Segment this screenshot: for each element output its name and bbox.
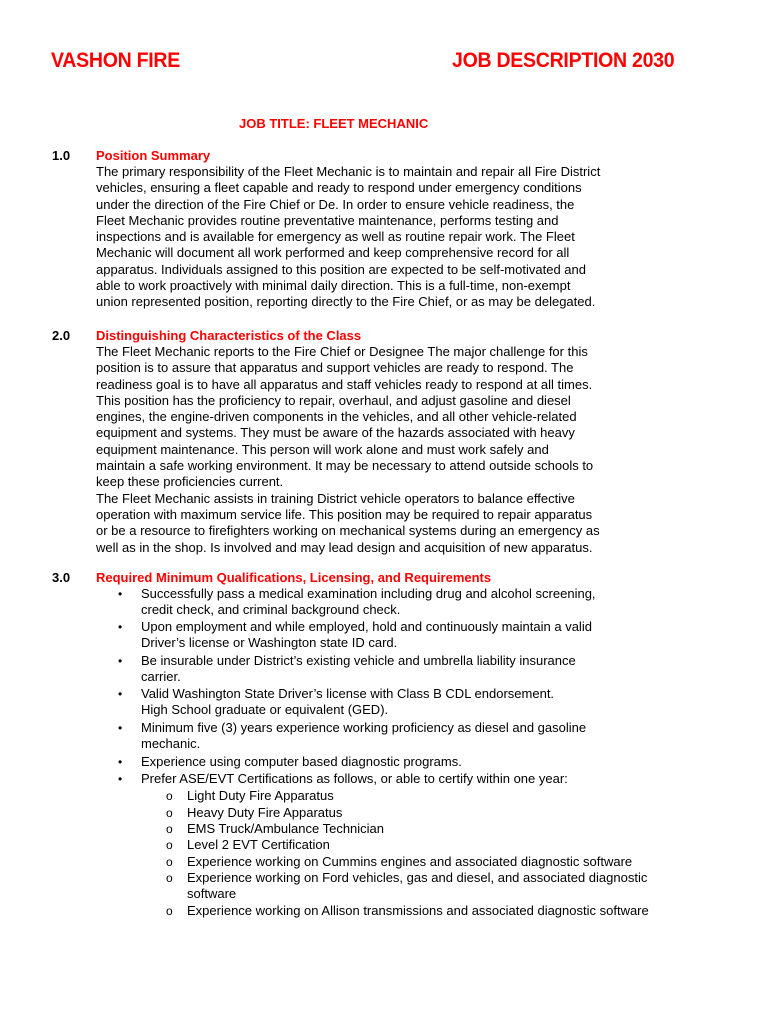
- circle-bullet-icon: o: [166, 838, 173, 852]
- list-item: Upon employment and while employed, hold and continuously maintain a valid Driver’s license or Washington state ID card.: [141, 619, 592, 651]
- bullet-icon: •: [118, 587, 123, 601]
- header-org: VASHON FIRE: [51, 49, 180, 72]
- bullet-icon: •: [118, 772, 123, 786]
- header-doc-title: JOB DESCRIPTION 2030: [452, 49, 675, 72]
- section-number: 3.0: [52, 570, 71, 585]
- list-item: Light Duty Fire Apparatus: [187, 788, 334, 803]
- circle-bullet-icon: o: [166, 904, 173, 918]
- circle-bullet-icon: o: [166, 855, 173, 869]
- list-item: Heavy Duty Fire Apparatus: [187, 805, 343, 820]
- section-body: The primary responsibility of the Fleet Mechanic is to maintain and repair all Fire District vehicles, ensuring a fleet capable and ready to respond under emergency conditions under the direction of the Fire Chief or De. In order to ensure vehicle readiness, the Fleet Mechanic provides routine preventative maintenance, performs testing and inspections and is available for emergency as well as routine repair work. The Fleet Mechanic will document all work performed and keep comprehensive record for all apparatus. Individuals assigned to this position are expected to be self-motivated and able to work proactively with minimal daily direction. This is a full-time, non-exempt union represented position, reporting directly to the Fire Chief, or as may be delegated.: [96, 164, 601, 310]
- circle-bullet-icon: o: [166, 822, 173, 836]
- list-item: Successfully pass a medical examination including drug and alcohol screening, credit check, and criminal background check.: [141, 586, 596, 618]
- section-number: 1.0: [52, 148, 71, 163]
- list-item: Prefer ASE/EVT Certifications as follows, or able to certify within one year:: [141, 771, 568, 786]
- list-item: Valid Washington State Driver’s license with Class B CDL endorsement. High School graduate or equivalent (GED).: [141, 686, 555, 718]
- bullet-icon: •: [118, 620, 123, 634]
- circle-bullet-icon: o: [166, 789, 173, 803]
- list-item: Experience working on Allison transmissions and associated diagnostic software: [187, 903, 649, 918]
- list-item: Experience using computer based diagnostic programs.: [141, 754, 462, 769]
- section-number: 2.0: [52, 328, 71, 343]
- list-item: Experience working on Ford vehicles, gas and diesel, and associated diagnostic software: [187, 870, 648, 902]
- list-item: Experience working on Cummins engines and associated diagnostic software: [187, 854, 633, 869]
- bullet-icon: •: [118, 687, 123, 701]
- section-title: Position Summary: [96, 148, 211, 163]
- job-title: JOB TITLE: FLEET MECHANIC: [239, 116, 429, 131]
- circle-bullet-icon: o: [166, 871, 173, 885]
- bullet-icon: •: [118, 755, 123, 769]
- list-item: Minimum five (3) years experience working proficiency as diesel and gasoline mechanic.: [141, 720, 587, 752]
- section-title: Required Minimum Qualifications, Licensing, and Requirements: [96, 570, 492, 585]
- bullet-icon: •: [118, 654, 123, 668]
- section-body: The Fleet Mechanic reports to the Fire Chief or Designee The major challenge for this position is to assure that apparatus and support vehicles are ready to respond. The readiness goal is to have all apparatus and staff vehicles ready to respond at all times. This position has the proficiency to repair, overhaul, and adjust gasoline and diesel engines, the engine-driven components in the vehicles, and all other vehicle-related equipment and systems. They must be aware of the hazards associated with heavy equipment maintenance. This person will work alone and must work safely and maintain a safe working environment. It may be necessary to attend outside schools to keep these proficiencies current. The Fleet Mechanic assists in training District vehicle operators to balance effective operation with maximum service life. This position may be required to repair apparatus or be a resource to firefighters working on mechanical systems during an emergency as well as in the shop. Is involved and may lead design and acquisition of new apparatus.: [96, 344, 600, 555]
- bullet-icon: •: [118, 721, 123, 735]
- circle-bullet-icon: o: [166, 806, 173, 820]
- list-item: Level 2 EVT Certification: [187, 837, 330, 852]
- list-item: Be insurable under District’s existing vehicle and umbrella liability insurance carrier.: [141, 653, 576, 685]
- section-title: Distinguishing Characteristics of the Class: [96, 328, 362, 343]
- list-item: EMS Truck/Ambulance Technician: [187, 821, 385, 836]
